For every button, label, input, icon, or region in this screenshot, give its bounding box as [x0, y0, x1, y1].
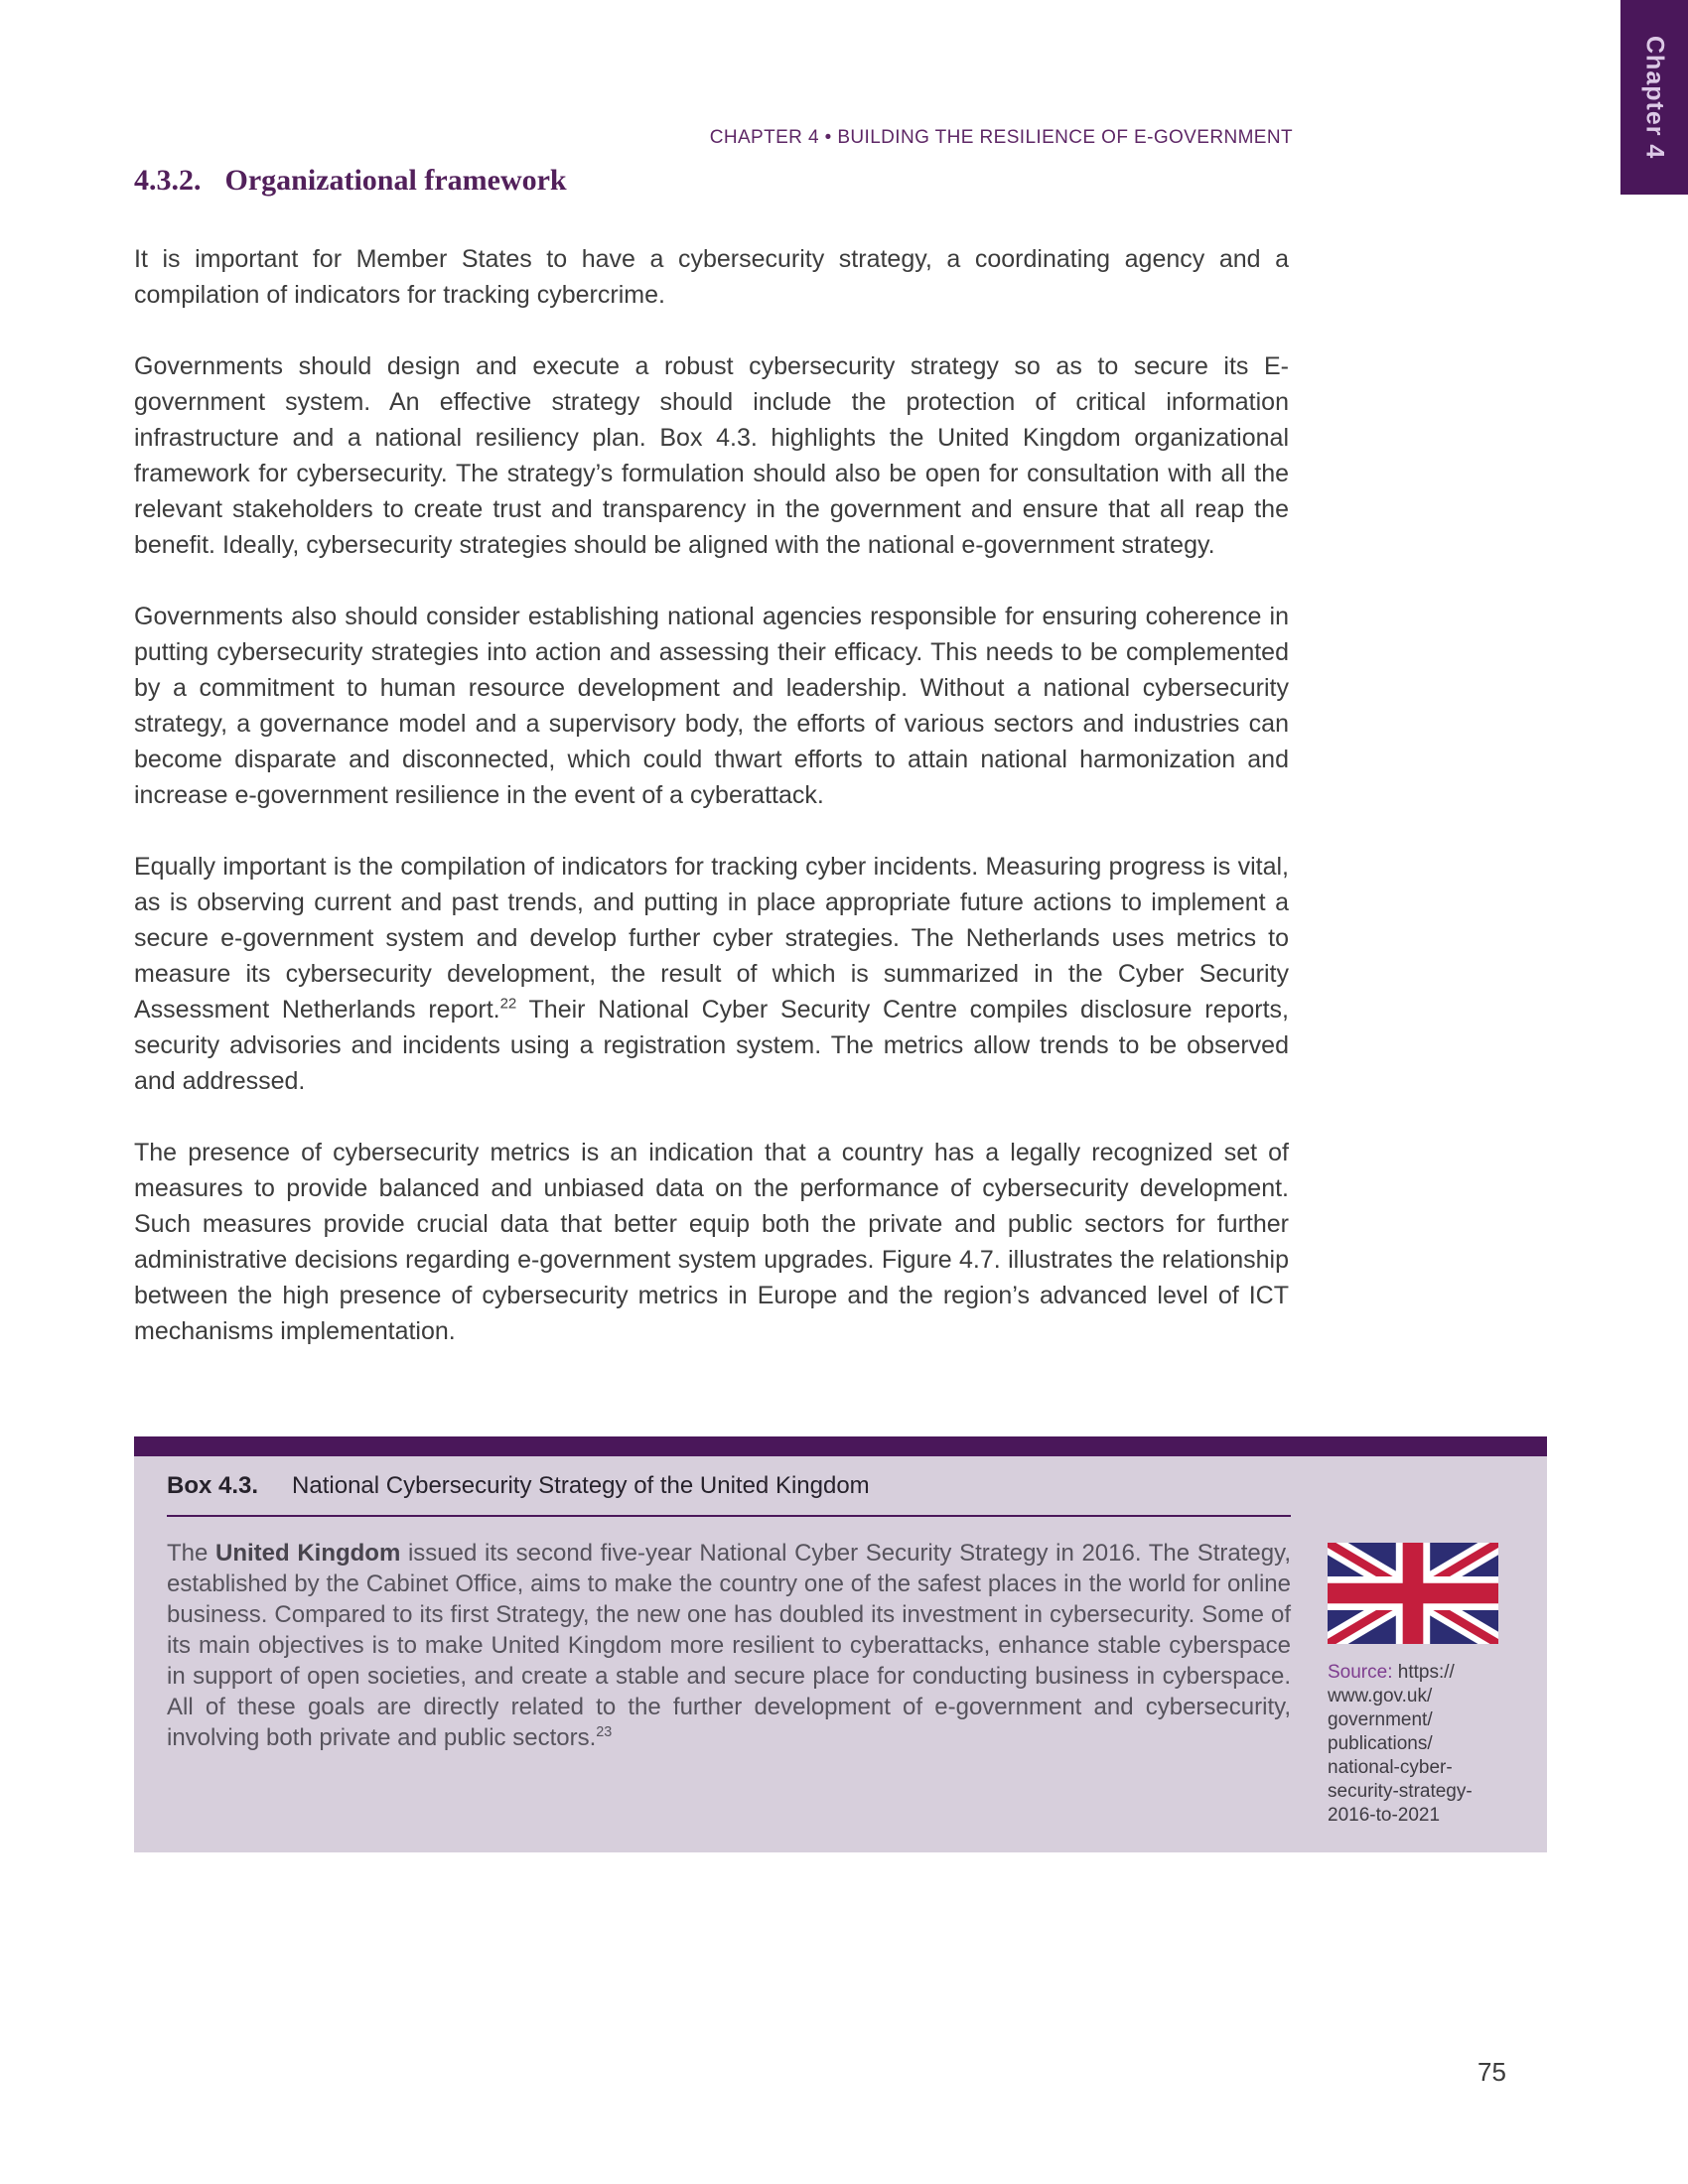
source-url: www.gov.uk/ [1328, 1686, 1433, 1706]
box-body-text [167, 1538, 1291, 1828]
box-title [167, 1472, 1517, 1500]
source-url: government/ [1328, 1709, 1433, 1730]
chapter-tab [1620, 0, 1688, 195]
page-number: 75 [1477, 2057, 1506, 2087]
body-column [134, 241, 1289, 1385]
source-url: 2016-to-2021 [1328, 1805, 1441, 1826]
box-content [167, 1538, 1517, 1828]
footnote-reference: 23 [596, 1724, 613, 1740]
source-label: Source: [1328, 1662, 1393, 1683]
box-label: Box 4.3. [167, 1472, 259, 1499]
paragraph: It is important for Member States to have a cybersecurity strategy, a coordinating agency and a compilation of indicators for tracking cybercrime. [134, 245, 1289, 309]
paragraph: The presence of cybersecurity metrics is an indication that a country has a legally recognized set of measures to provide balanced and unbiased data on the performance of cybersecurity development. Such measures provide crucial data that better equip both the private and public sectors for further administrative decisions regarding e-government system upgrades. Figure 4.7. illustrates the relationship between the high presence of cybersecurity metrics in Europe and the region’s advanced level of ICT mechanisms implementation. [134, 1139, 1289, 1345]
box-text-bold: United Kingdom [215, 1540, 401, 1567]
paragraph-text: Equally important is the compilation of indicators for tracking cyber incidents. Measuring progress is vital, as is observing current and past trends, and putting in place appropriate future actions to implement a secure e-government system and develop further cyber strategies. The Netherlands uses metrics to measure its cybersecurity development, the result of which is summarized in the Cyber Security Assessment Netherlands report. [134, 853, 1289, 1024]
source-url: publications/ [1328, 1733, 1433, 1754]
paragraph: Governments also should consider establishing national agencies responsible for ensuring coherence in putting cybersecurity strategies into action and assessing their efficacy. This needs to be complemented by a commitment to human resource development and leadership. Without a national cybersecurity strategy, a governance model and a supervisory body, the efforts of various sectors and industries can become disparate and disconnected, which could thwart efforts to attain national harmonization and increase e-government resilience in the event of a cyberattack. [134, 603, 1289, 809]
section-title: Organizational framework [224, 164, 567, 197]
section-number: 4.3.2. [134, 164, 202, 197]
paragraph: Governments should design and execute a robust cybersecurity strategy so as to secure its E-government system. An effective strategy should include the protection of critical information infrastructure and a national resiliency plan. Box 4.3. highlights the United Kingdom organizational framework for cybersecurity. The strategy’s formulation should also be open for consultation with all the relevant stakeholders to create trust and transparency in the government and ensure that all reap the benefit. Ideally, cybersecurity strategies should be aligned with the national e-government strategy. [134, 352, 1289, 559]
box-side-column [1328, 1538, 1519, 1828]
running-header: CHAPTER 4 • BUILDING THE RESILIENCE OF E-GOVERNMENT [709, 127, 1293, 148]
united-kingdom-flag-icon [1328, 1543, 1498, 1644]
source-url: https:// [1397, 1662, 1455, 1683]
paragraph [134, 849, 1289, 1099]
paragraph-text: Their National Cyber Security Centre compiles disclosure reports, security advisories and incidents using a registration system. The metrics allow trends to be observed and addressed. [134, 996, 1289, 1095]
box-header-bar [134, 1436, 1547, 1456]
box-4-3 [134, 1436, 1547, 1852]
box-inner [134, 1472, 1547, 1828]
source-url: security-strategy- [1328, 1781, 1473, 1802]
box-title-rule [167, 1515, 1291, 1517]
section-heading [134, 164, 567, 198]
source-note [1328, 1661, 1519, 1828]
chapter-tab-label: Chapter 4 [1640, 35, 1669, 160]
box-text-lead: The [167, 1540, 216, 1567]
box-text: issued its second five-year National Cyber Security Strategy in 2016. The Strategy, established by the Cabinet Office, aims to make the country one of the safest places in the world for online business. Compared to its first Strategy, the new one has doubled its investment in cybersecurity. Some of its main objectives is to make United Kingdom more resilient to cyberattacks, enhance stable cyberspace in support of open societies, and create a stable and secure place for conducting business in cyberspace. All of these goals are directly related to the further development of e-government and cybersecurity, involving both private and public sectors. [167, 1540, 1291, 1751]
box-title-text: National Cybersecurity Strategy of the United Kingdom [292, 1472, 870, 1499]
source-url: national-cyber- [1328, 1757, 1453, 1778]
footnote-reference: 22 [499, 995, 517, 1013]
